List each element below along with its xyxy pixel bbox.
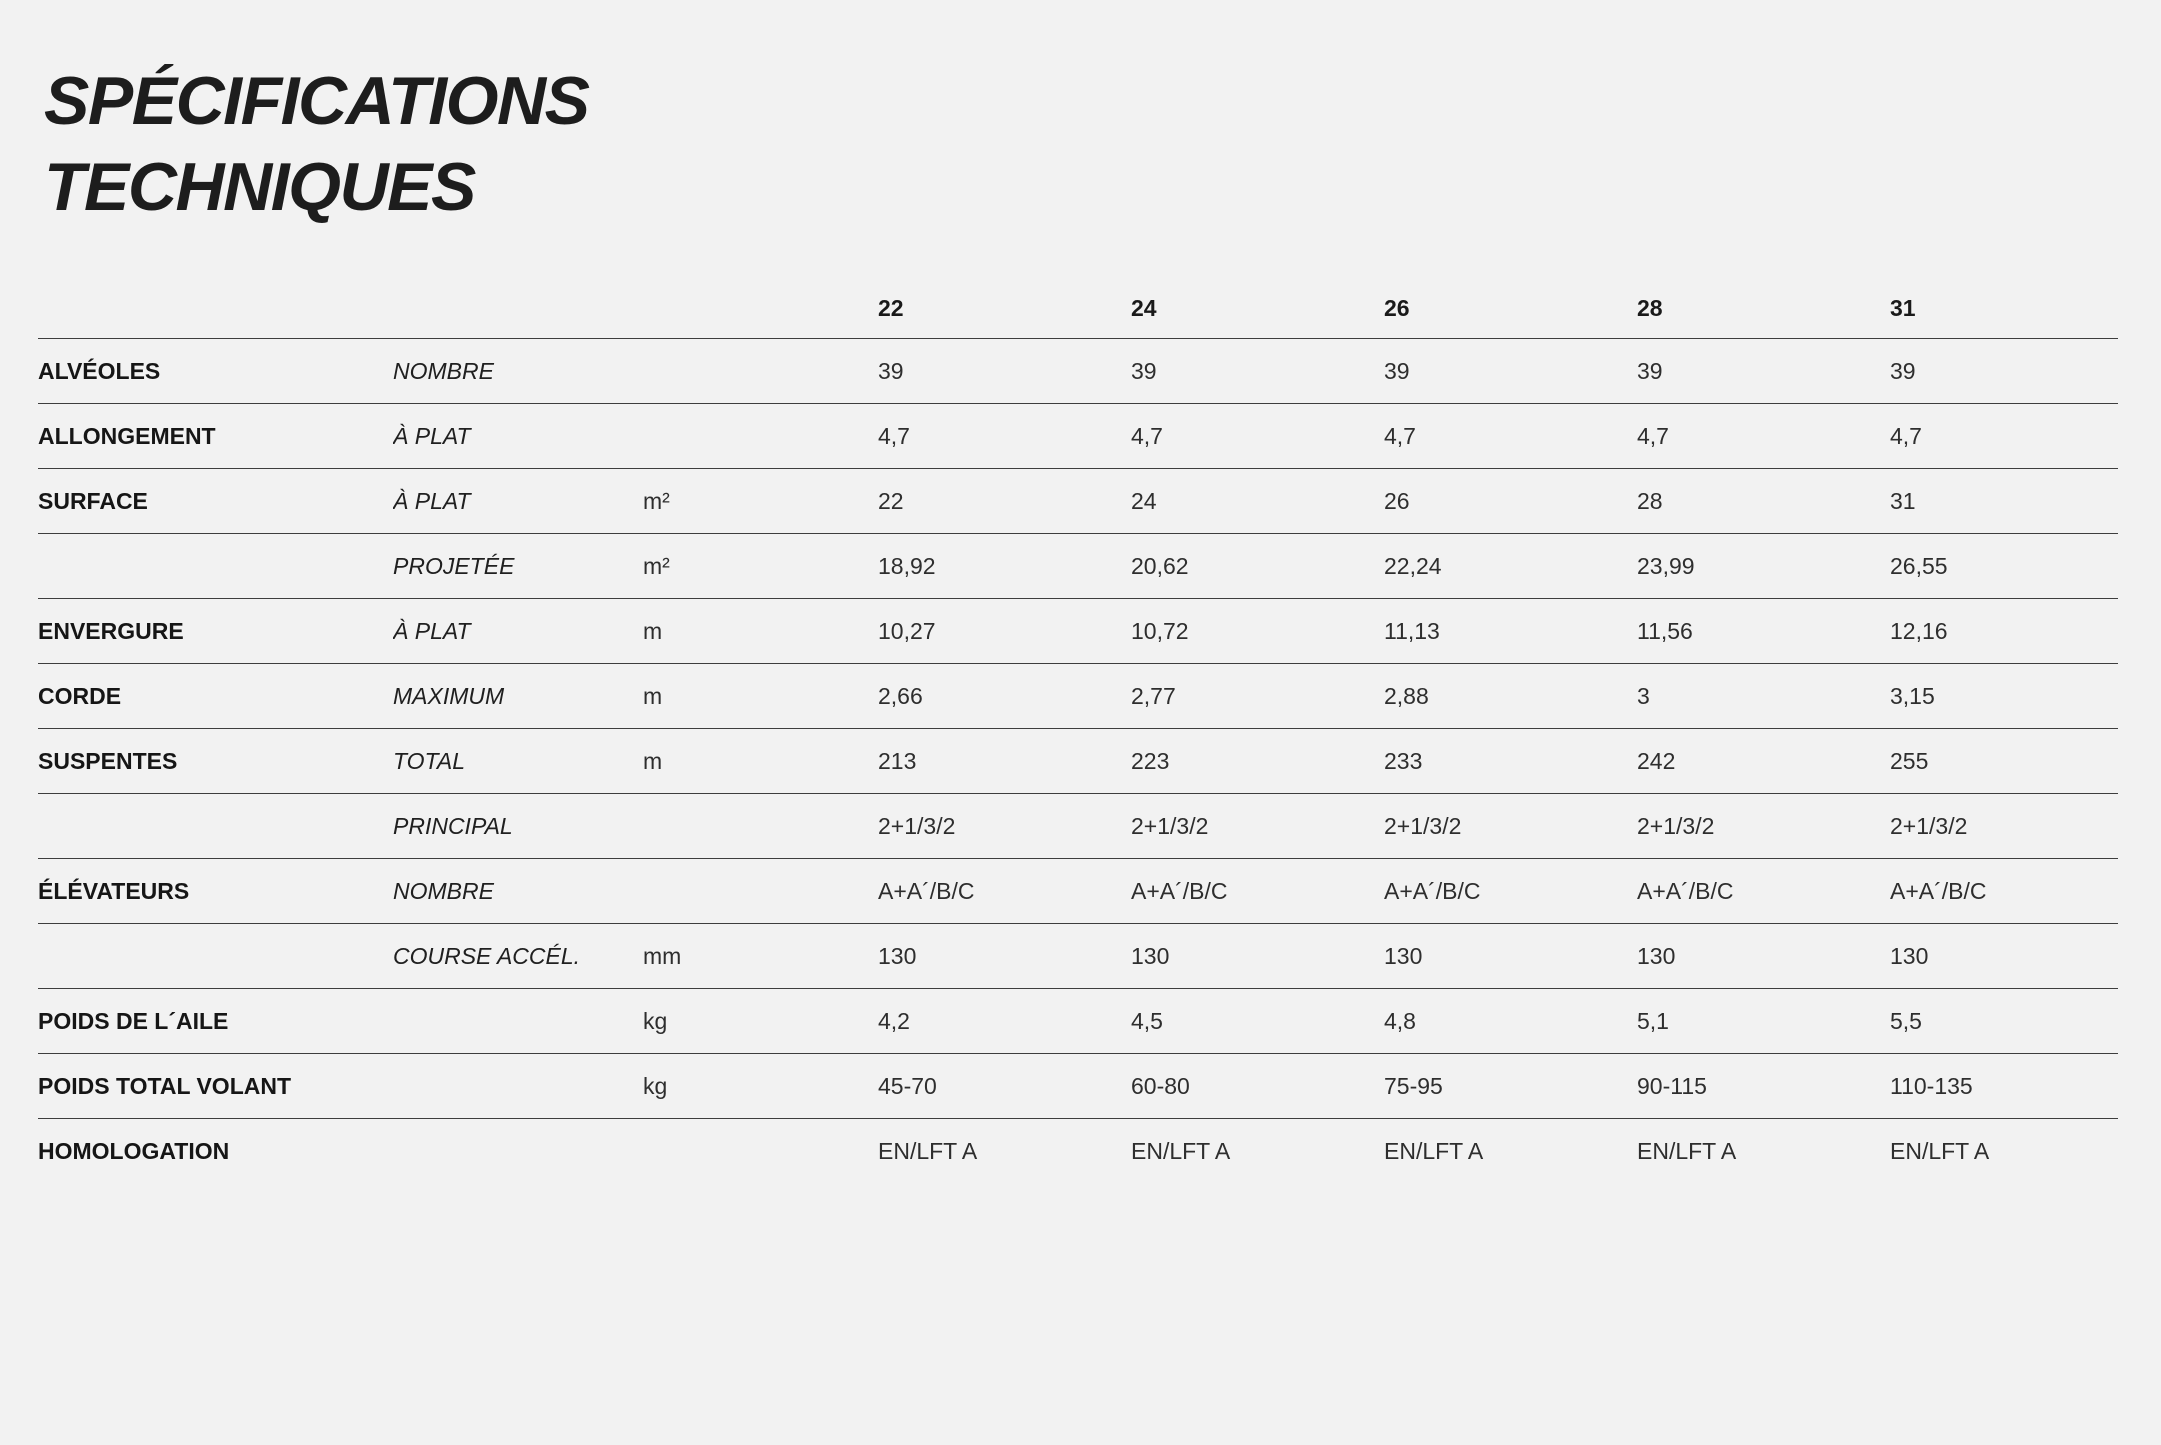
spec-value: A+A´/B/C: [878, 859, 1131, 924]
spec-unit: [643, 339, 878, 404]
spec-label: HOMOLOGATION: [38, 1137, 230, 1164]
spec-sublabel: [393, 1119, 643, 1184]
table-row: [38, 599, 2118, 664]
spec-unit: m²: [643, 534, 878, 599]
spec-value: EN/LFT A: [1890, 1137, 1990, 1164]
spec-unit: [643, 404, 878, 469]
spec-value: 39: [878, 339, 1131, 404]
table-row: [38, 469, 2118, 534]
spec-value: 2+1/3/2: [1384, 794, 1637, 859]
size-header: 28: [1637, 278, 1890, 339]
spec-label: [38, 794, 393, 859]
spec-value: 10,27: [878, 599, 1131, 664]
spec-value: 11,56: [1637, 599, 1890, 664]
spec-value: 39: [1384, 339, 1637, 404]
spec-value: EN/LFT A: [1384, 1137, 1484, 1164]
spec-value: 11,13: [1384, 599, 1637, 664]
spec-unit: mm: [643, 924, 878, 989]
spec-value: 4,7: [1384, 404, 1637, 469]
spec-value: 130: [1131, 924, 1384, 989]
table-row: [38, 664, 2118, 729]
spec-label: ALLONGEMENT: [38, 404, 393, 469]
spec-value: 110-135: [1890, 1054, 2118, 1119]
spec-value: 10,72: [1131, 599, 1384, 664]
table-row: [38, 534, 2118, 599]
spec-unit: m: [643, 599, 878, 664]
spec-value: 2,88: [1384, 664, 1637, 729]
specs-table: [38, 278, 2118, 1183]
spec-sublabel: PROJETÉE: [393, 534, 643, 599]
size-header: 22: [878, 278, 1131, 339]
size-header: 26: [1384, 278, 1637, 339]
spec-unit: m: [643, 664, 878, 729]
spec-value: 90-115: [1637, 1054, 1890, 1119]
table-row: [38, 729, 2118, 794]
spec-value: 39: [1890, 339, 2118, 404]
spec-value: 130: [1384, 924, 1637, 989]
spec-sublabel: COURSE ACCÉL.: [393, 924, 643, 989]
spec-sublabel: TOTAL: [393, 729, 643, 794]
page-title-line-2: TECHNIQUES: [44, 149, 475, 225]
spec-unit: kg: [643, 989, 878, 1054]
spec-value: 45-70: [878, 1054, 1131, 1119]
spec-unit: m²: [643, 469, 878, 534]
spec-value: 130: [1637, 924, 1890, 989]
spec-value: 4,7: [1637, 404, 1890, 469]
spec-value: 22,24: [1384, 534, 1637, 599]
spec-value: 18,92: [878, 534, 1131, 599]
header-spacer-unit: [643, 278, 878, 339]
spec-unit: kg: [643, 1054, 878, 1119]
spec-value: 4,8: [1384, 989, 1637, 1054]
spec-label: SURFACE: [38, 469, 393, 534]
spec-value: 4,2: [878, 989, 1131, 1054]
spec-value: 22: [878, 469, 1131, 534]
table-row: [38, 794, 2118, 859]
spec-value: 242: [1637, 729, 1890, 794]
spec-value: 5,5: [1890, 989, 2118, 1054]
spec-value: 2+1/3/2: [1131, 794, 1384, 859]
spec-value: A+A´/B/C: [1384, 859, 1637, 924]
spec-label: [38, 534, 393, 599]
spec-value: 223: [1131, 729, 1384, 794]
spec-label: [38, 924, 393, 989]
spec-value: 233: [1384, 729, 1637, 794]
spec-unit: m: [643, 729, 878, 794]
spec-label: CORDE: [38, 664, 393, 729]
spec-value: 130: [878, 924, 1131, 989]
spec-value: 5,1: [1637, 989, 1890, 1054]
spec-sublabel: PRINCIPAL: [393, 794, 643, 859]
spec-label: ENVERGURE: [38, 599, 393, 664]
spec-sublabel: [393, 1054, 643, 1119]
spec-value: 130: [1890, 924, 2118, 989]
spec-unit: [643, 859, 878, 924]
spec-value: 213: [878, 729, 1131, 794]
spec-value: A+A´/B/C: [1131, 859, 1384, 924]
size-header: 24: [1131, 278, 1384, 339]
spec-value: EN/LFT A: [878, 1137, 978, 1164]
spec-sublabel: MAXIMUM: [393, 664, 643, 729]
page-title-line-1: SPÉCIFICATIONS: [44, 63, 589, 139]
page-title: [44, 58, 2161, 230]
spec-unit: [643, 1119, 878, 1184]
spec-value: 2+1/3/2: [1890, 794, 2118, 859]
spec-unit: [643, 794, 878, 859]
table-row: [38, 1054, 2118, 1119]
spec-value: 28: [1637, 469, 1890, 534]
table-row: [38, 989, 2118, 1054]
spec-value: 3,15: [1890, 664, 2118, 729]
spec-value: 20,62: [1131, 534, 1384, 599]
spec-label: ALVÉOLES: [38, 339, 393, 404]
spec-sublabel: NOMBRE: [393, 339, 643, 404]
spec-label: POIDS DE L´AILE: [38, 989, 393, 1054]
spec-value: 75-95: [1384, 1054, 1637, 1119]
spec-value: 24: [1131, 469, 1384, 534]
spec-sublabel: NOMBRE: [393, 859, 643, 924]
table-row: [38, 339, 2118, 404]
header-spacer-sublabel: [393, 278, 643, 339]
spec-value: EN/LFT A: [1131, 1137, 1231, 1164]
spec-value: 39: [1637, 339, 1890, 404]
spec-sublabel: À PLAT: [393, 469, 643, 534]
size-header-row: [38, 278, 2118, 339]
spec-value: 2,77: [1131, 664, 1384, 729]
spec-value: A+A´/B/C: [1637, 859, 1890, 924]
table-row: [38, 859, 2118, 924]
spec-sublabel: [393, 989, 643, 1054]
spec-value: 2+1/3/2: [878, 794, 1131, 859]
table-row: [38, 404, 2118, 469]
table-row: [38, 924, 2118, 989]
spec-value: 26,55: [1890, 534, 2118, 599]
header-spacer-label: [38, 278, 393, 339]
spec-sublabel: À PLAT: [393, 599, 643, 664]
spec-value: 2,66: [878, 664, 1131, 729]
spec-value: 4,7: [878, 404, 1131, 469]
spec-label: SUSPENTES: [38, 729, 393, 794]
spec-value: 39: [1131, 339, 1384, 404]
size-header: 31: [1890, 278, 2118, 339]
spec-value: 23,99: [1637, 534, 1890, 599]
spec-value: 4,5: [1131, 989, 1384, 1054]
spec-value: 2+1/3/2: [1637, 794, 1890, 859]
table-row: [38, 1119, 2118, 1184]
spec-value: 12,16: [1890, 599, 2118, 664]
spec-value: 4,7: [1131, 404, 1384, 469]
spec-value: 60-80: [1131, 1054, 1384, 1119]
spec-value: A+A´/B/C: [1890, 859, 2118, 924]
spec-sublabel: À PLAT: [393, 404, 643, 469]
spec-value: EN/LFT A: [1637, 1137, 1737, 1164]
page: [0, 58, 2161, 1183]
spec-label: POIDS TOTAL VOLANT: [38, 1054, 393, 1119]
spec-value: 26: [1384, 469, 1637, 534]
spec-value: 3: [1637, 664, 1890, 729]
spec-value: 31: [1890, 469, 2118, 534]
spec-value: 4,7: [1890, 404, 2118, 469]
spec-value: 255: [1890, 729, 2118, 794]
spec-label: ÉLÉVATEURS: [38, 859, 393, 924]
